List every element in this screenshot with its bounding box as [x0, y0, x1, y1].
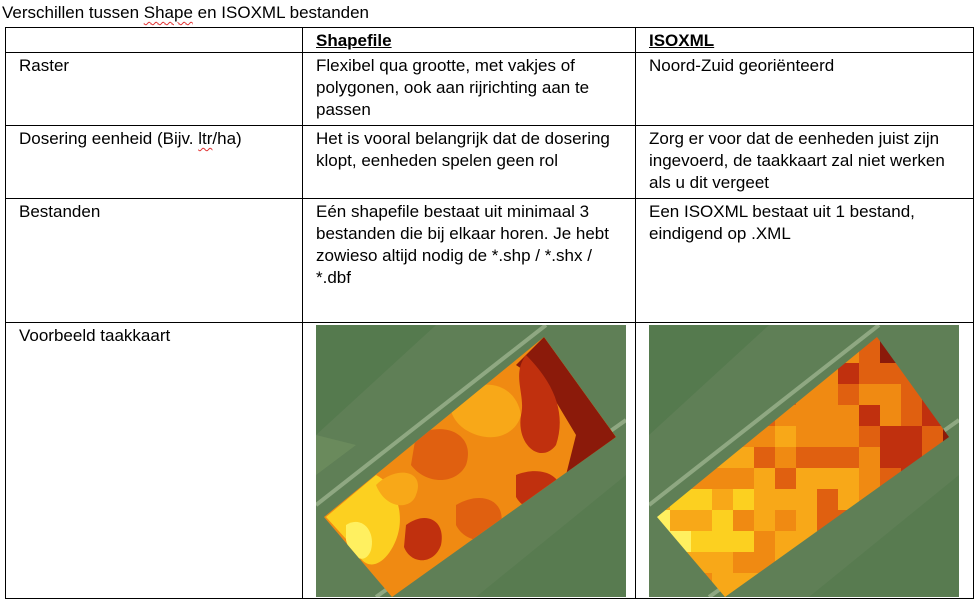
shapefile-task-map [316, 325, 626, 597]
grid-cell [859, 384, 880, 405]
grid-cell [859, 447, 880, 468]
cell-bestanden-isoxml: Een ISOXML bestaat uit 1 bestand, eindigend op .XML [636, 199, 974, 323]
cell-raster-shapefile: Flexibel qua grootte, met vakjes of polygonen, ook aan rijrichting aan te passen [303, 53, 636, 126]
grid-cell [712, 531, 733, 552]
row-label-dosering: Dosering eenheid (Bijv. ltr/ha) [6, 126, 303, 199]
row-label-bestanden: Bestanden [6, 199, 303, 323]
caption-shape-word: Shape [143, 3, 193, 22]
caption-prefix: Verschillen tussen [2, 3, 144, 22]
grid-cell [838, 384, 859, 405]
grid-cell [733, 552, 754, 573]
grid-cell [691, 510, 712, 531]
grid-cell [712, 468, 733, 489]
grid-cell [712, 552, 733, 573]
header-isoxml: ISOXML [636, 28, 974, 53]
grid-cell [859, 405, 880, 426]
table-row-bestanden [6, 199, 974, 323]
grid-cell [796, 510, 817, 531]
header-empty-cell [6, 28, 303, 53]
comparison-table [5, 27, 974, 599]
cell-voorbeeld-shapefile [303, 323, 636, 599]
grid-cell [754, 468, 775, 489]
row-label-raster: Raster [6, 53, 303, 126]
grid-cell [901, 426, 922, 447]
grid-cell [817, 447, 838, 468]
grid-cell [880, 447, 901, 468]
grid-cell [817, 426, 838, 447]
grid-cell [754, 531, 775, 552]
grid-cell [817, 468, 838, 489]
cell-bestanden-shapefile: Eén shapefile bestaat uit minimaal 3 bestanden die bij elkaar horen. Je hebt zowieso altijd nodig de *.shp / *.shx / *.dbf [303, 199, 636, 323]
grid-cell [880, 384, 901, 405]
grid-cell [754, 447, 775, 468]
grid-cell [838, 426, 859, 447]
grid-cell [733, 531, 754, 552]
grid-cell [817, 384, 838, 405]
grid-cell [691, 489, 712, 510]
grid-cell [796, 468, 817, 489]
table-row-voorbeeld [6, 323, 974, 599]
table-header-row [6, 28, 974, 53]
grid-cell [838, 447, 859, 468]
caption-suffix: en ISOXML bestanden [192, 3, 370, 22]
page-caption [2, 2, 369, 24]
grid-cell [880, 363, 901, 384]
table-row-raster [6, 53, 974, 126]
grid-cell [880, 405, 901, 426]
grid-cell [880, 426, 901, 447]
grid-cell [796, 489, 817, 510]
grid-cell [733, 510, 754, 531]
grid-cell [817, 489, 838, 510]
grid-cell [775, 468, 796, 489]
grid-cell [754, 489, 775, 510]
grid-cell [796, 405, 817, 426]
grid-cell [859, 468, 880, 489]
grid-cell [796, 447, 817, 468]
grid-cell [775, 426, 796, 447]
header-shapefile: Shapefile [303, 28, 636, 53]
grid-cell [859, 426, 880, 447]
grid-cell [901, 405, 922, 426]
cell-voorbeeld-isoxml [636, 323, 974, 599]
grid-cell [775, 489, 796, 510]
grid-cell [670, 510, 691, 531]
grid-cell [775, 447, 796, 468]
grid-cell [712, 510, 733, 531]
cell-dosering-shapefile: Het is vooral belangrijk dat de dosering klopt, eenheden spelen geen rol [303, 126, 636, 199]
table-row-dosering [6, 126, 974, 199]
grid-cell [733, 468, 754, 489]
grid-cell [733, 489, 754, 510]
isoxml-task-map [649, 325, 959, 597]
grid-cell [838, 405, 859, 426]
cell-dosering-isoxml: Zorg er voor dat de eenheden juist zijn ingevoerd, de taakkaart zal niet werken als u dit vergeet [636, 126, 974, 199]
grid-cell [775, 510, 796, 531]
row-label-voorbeeld: Voorbeeld taakkaart [6, 323, 303, 599]
cell-raster-isoxml: Noord-Zuid georiënteerd [636, 53, 974, 126]
grid-cell [859, 363, 880, 384]
grid-cell [712, 489, 733, 510]
grid-cell [817, 405, 838, 426]
grid-cell [838, 468, 859, 489]
grid-cell [754, 510, 775, 531]
grid-cell [691, 531, 712, 552]
grid-cell [796, 426, 817, 447]
